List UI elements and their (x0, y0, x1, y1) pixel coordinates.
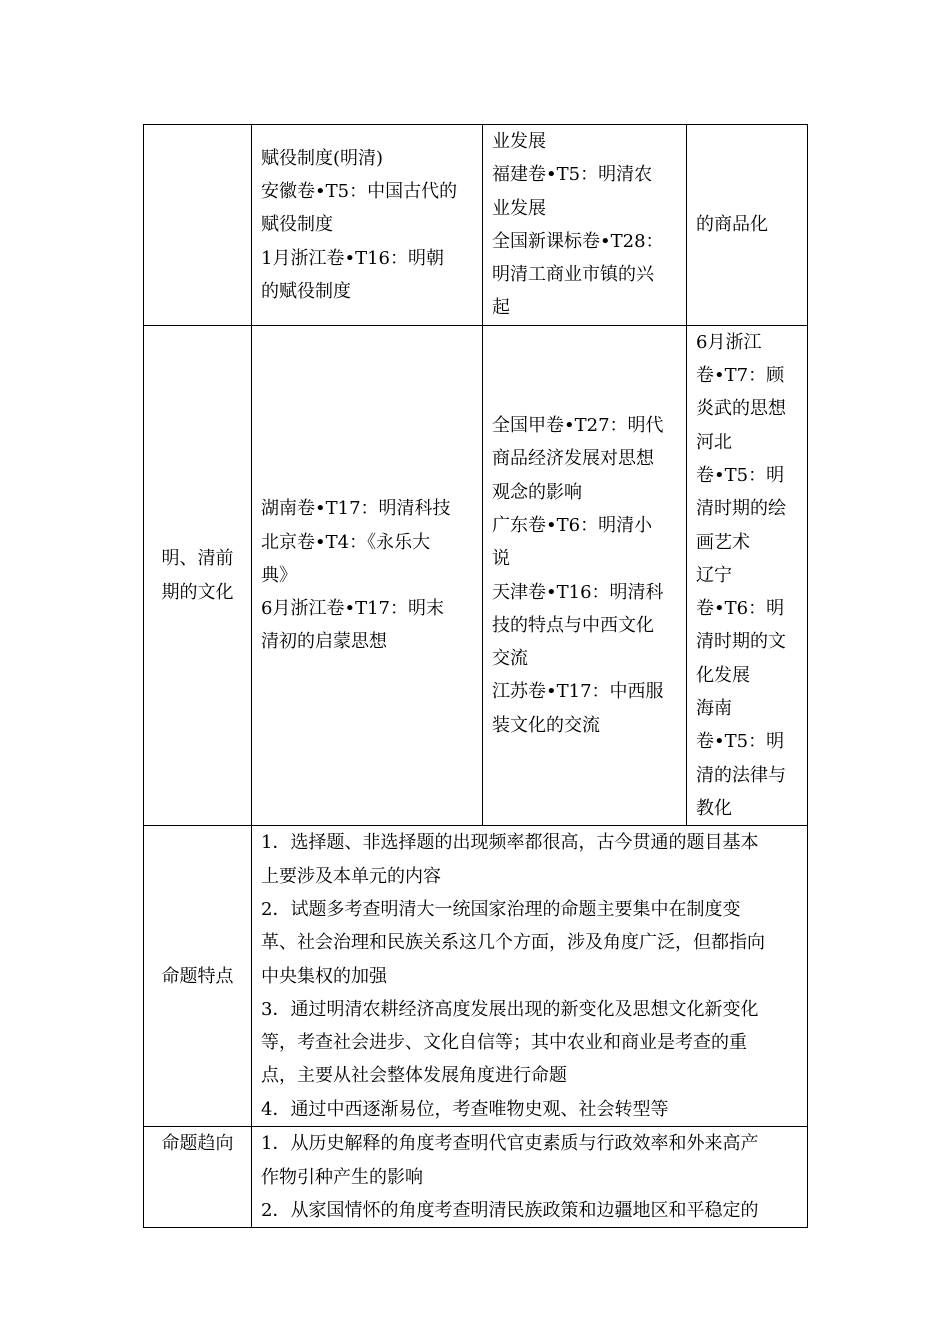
cell-body (252, 826, 808, 1127)
cell-text-line: 清初的启蒙思想 (261, 631, 387, 653)
table-row (144, 826, 808, 1127)
cell-text-line: 卷•T5：明 (696, 464, 785, 486)
cell-col4 (687, 125, 808, 326)
cell-text-line: 的商品化 (696, 214, 768, 236)
cell-col3 (483, 325, 687, 825)
cell-text-line: 交流 (492, 648, 528, 670)
cell-col3 (483, 125, 687, 326)
cell-text-line: 卷•T5：明 (696, 731, 785, 753)
cell-text-line: 赋役制度(明清) (261, 147, 384, 169)
cell-text-line: 福建卷•T5：明清农 (492, 164, 653, 186)
cell-text-line: 清的法律与 (696, 764, 786, 786)
cell-text-line: 辽宁 (696, 564, 732, 586)
cell-text-line: 命题趋向 (161, 1133, 234, 1155)
cell-text-line: 画艺术 (696, 531, 750, 553)
cell-text-line: 点，主要从社会整体发展角度进行命题 (261, 1065, 567, 1087)
cell-text-line: 起 (492, 297, 510, 319)
cell-text-line: 北京卷•T4：《永乐大 (261, 531, 431, 553)
cell-text-line: 清时期的绘 (696, 498, 786, 520)
row-header (144, 1127, 252, 1228)
row-header (144, 325, 252, 825)
cell-text-line: 2．从家国情怀的角度考查明清民族政策和边疆地区和平稳定的 (261, 1199, 759, 1221)
cell-text-line: 明清工商业市镇的兴 (492, 264, 654, 286)
cell-text-line: 4．通过中西逐渐易位，考查唯物史观、社会转型等 (261, 1098, 669, 1120)
cell-text-line: 湖南卷•T17：明清科技 (261, 498, 451, 520)
cell-text-line: 典》 (261, 564, 297, 586)
cell-text-line: 装文化的交流 (492, 714, 600, 736)
cell-body (252, 1127, 808, 1228)
cell-text-line: 革、社会治理和民族关系这几个方面，涉及角度广泛，但都指向 (261, 932, 765, 954)
cell-text-line: 期的文化 (161, 581, 234, 603)
cell-text-line: 上要涉及本单元的内容 (261, 865, 441, 887)
cell-text-line: 3．通过明清农耕经济高度发展出现的新变化及思想文化新变化 (261, 998, 759, 1020)
cell-text-line: 商品经济发展对思想 (492, 448, 654, 470)
cell-text-line: 化发展 (696, 664, 750, 686)
cell-text-line: 业发展 (492, 197, 546, 219)
cell-text-line: 卷•T6：明 (696, 598, 785, 620)
cell-col2 (252, 125, 483, 326)
cell-text-line: 安徽卷•T5：中国古代的 (261, 180, 458, 202)
cell-text-line: 炎武的思想 (696, 398, 786, 420)
cell-text-line: 广东卷•T6：明清小 (492, 514, 653, 536)
cell-text-line: 的赋役制度 (261, 280, 351, 302)
cell-text-line: 技的特点与中西文化 (492, 614, 654, 636)
exam-analysis-table (143, 124, 808, 1228)
cell-text-line: 1．从历史解释的角度考查明代官吏素质与行政效率和外来高产 (261, 1133, 759, 1155)
cell-text-line: 6月浙江卷•T17：明末 (261, 598, 444, 620)
cell-text-line: 海南 (696, 698, 732, 720)
cell-text-line: 清时期的文 (696, 631, 786, 653)
cell-text-line: 中央集权的加强 (261, 965, 387, 987)
row-header (144, 125, 252, 326)
row-header (144, 826, 252, 1127)
cell-text-line: 全国新课标卷•T28： (492, 230, 664, 252)
cell-text-line: 天津卷•T16：明清科 (492, 581, 664, 603)
cell-text-line: 卷•T7：顾 (696, 365, 785, 387)
cell-text-line: 业发展 (492, 131, 546, 152)
cell-text-line: 2．试题多考查明清大一统国家治理的命题主要集中在制度变 (261, 898, 741, 920)
table-row (144, 325, 808, 825)
cell-text-line: 赋役制度 (261, 214, 333, 236)
cell-text-line: 观念的影响 (492, 481, 582, 503)
cell-text-line: 作物引种产生的影响 (261, 1166, 423, 1188)
cell-text-line: 江苏卷•T17：中西服 (492, 681, 664, 703)
cell-text-line: 教化 (696, 797, 732, 819)
cell-text-line: 1月浙江卷•T16：明朝 (261, 247, 444, 269)
cell-col2 (252, 325, 483, 825)
cell-text-line: 命题特点 (161, 965, 234, 987)
cell-text-line: 明、清前 (161, 548, 234, 570)
table-row (144, 125, 808, 326)
cell-text-line: 全国甲卷•T27：明代 (492, 415, 664, 437)
cell-col4 (687, 325, 808, 825)
cell-text-line: 等，考查社会进步、文化自信等；其中农业和商业是考查的重 (261, 1032, 747, 1054)
cell-text-line: 说 (492, 548, 510, 570)
table-row (144, 1127, 808, 1228)
cell-text-line: 6月浙江 (696, 331, 762, 353)
cell-text-line: 河北 (696, 431, 732, 453)
cell-text-line: 1．选择题、非选择题的出现频率都很高，古今贯通的题目基本 (261, 832, 759, 854)
